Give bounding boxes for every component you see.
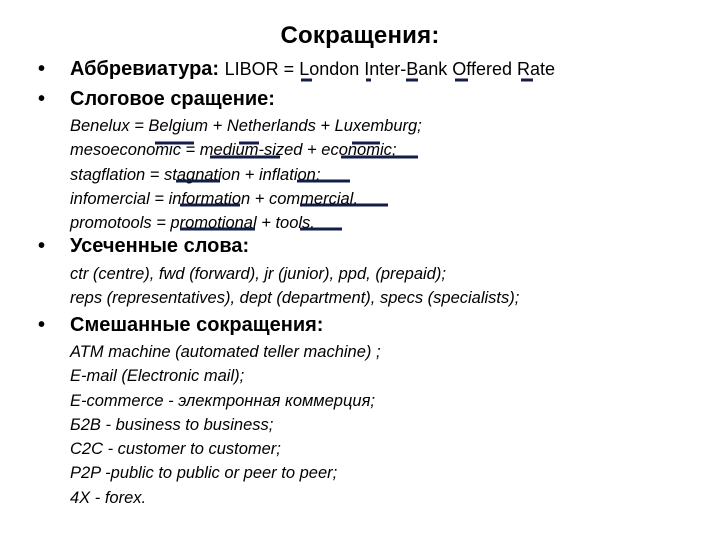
example-line: Benelux = Belgium + Netherlands + Luxemburg; — [70, 117, 422, 135]
clipped-examples — [70, 262, 519, 311]
example-line: infomercial = information + commercial, — [70, 189, 358, 208]
bullet-marker: • — [38, 58, 46, 80]
example-line: ATM machine (automated teller machine) ; — [70, 343, 381, 361]
bullet-label: Усеченные слова: — [70, 235, 250, 257]
bullet-marker: • — [38, 88, 46, 110]
syllabic-examples — [70, 114, 422, 235]
bullet-label: Слоговое сращение: — [70, 88, 275, 110]
bullet-syllabic — [38, 88, 275, 111]
bullet-marker: • — [38, 314, 46, 336]
example-line: E-mail (Electronic mail); — [70, 367, 245, 386]
example-line: stagflation = stagnation + inflation; — [70, 165, 321, 184]
bullet-clipped — [38, 235, 249, 258]
bullet-mixed — [38, 314, 323, 337]
example-line: P2P -public to public or peer to peer; — [70, 464, 338, 483]
bullet-marker: • — [38, 235, 46, 257]
bullet-label: Смешанные сокращения: — [70, 314, 324, 336]
example-line: reps (representatives), dept (department), specs (specialists); — [70, 289, 520, 308]
slide-title: Сокращения: — [280, 22, 440, 49]
example-line: E-commerce - электронная коммерция; — [70, 391, 375, 410]
example-line: mesoeconomic = medium-sized + economic; — [70, 141, 397, 160]
bullet-abbreviation — [38, 58, 555, 81]
mixed-examples — [70, 340, 381, 510]
bullet-label: Аббревиатура: — [70, 58, 220, 80]
abbreviation-example: LIBOR = London Inter-Bank Offered Rate — [224, 59, 556, 79]
example-line: promotools = promotional + tools. — [70, 214, 315, 233]
example-line: Б2В - business to business; — [70, 415, 274, 434]
example-line: 4X - forex. — [70, 488, 147, 507]
example-line: ctr (centre), fwd (forward), jr (junior), ppd, (prepaid); — [70, 265, 446, 283]
example-line: C2C - customer to customer; — [70, 440, 281, 459]
